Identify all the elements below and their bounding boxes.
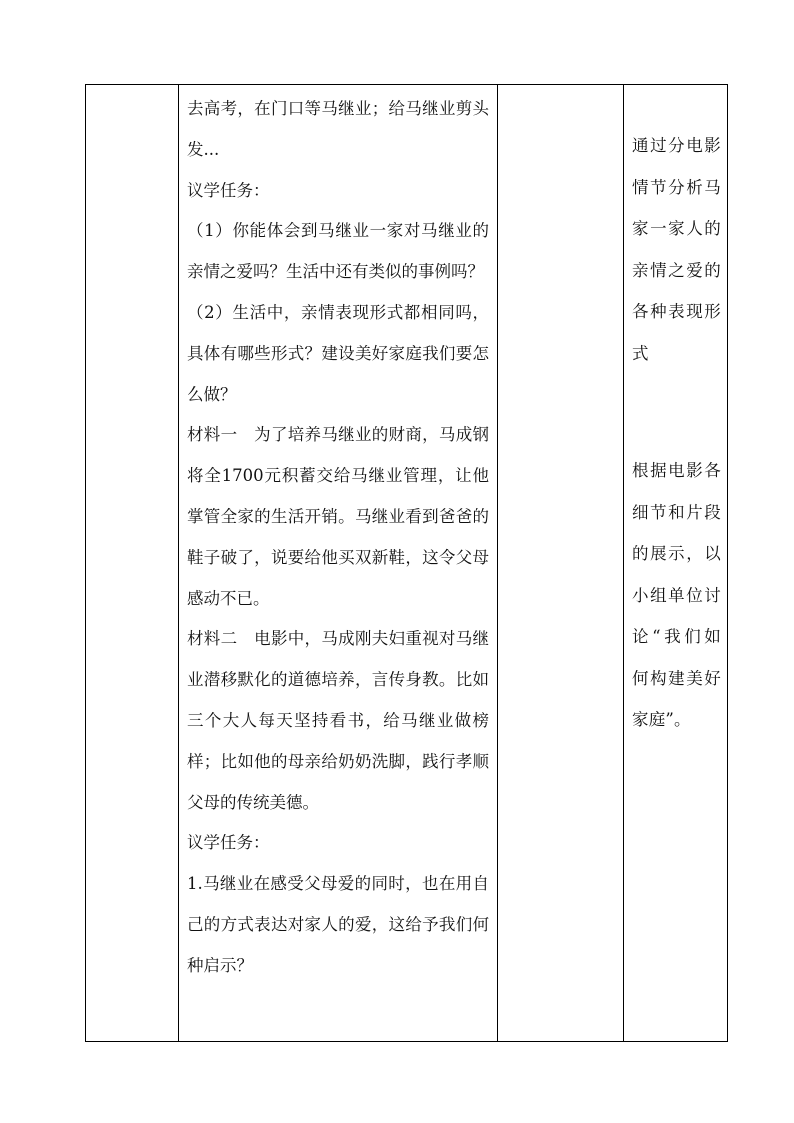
task-question: （1）你能体会到马继业一家对马继业的亲情之爱吗？生活中还有类似的事例吗？ — [187, 221, 489, 282]
task-question: （2）生活中，亲情表现形式都相同吗，具体有哪些形式？建设美好家庭我们要怎么做？ — [187, 302, 489, 404]
material-one: 材料一 为了培养马继业的财商，马成钢将全1700元积蓄交给马继业管理，让他掌管全家的生活开销。马继业看到爸爸的鞋子破了，说要给他买双新鞋，这令父母感动不已。 — [187, 425, 489, 608]
purpose-paragraph: 根据电影各细节和片段的展示，以小组单位讨论“我们如何构建美好家庭”。 — [632, 461, 721, 729]
task-question: 1.马继业在感受父母爱的同时，也在用自己的方式表达对家人的爱，这给予我们何种启示？ — [187, 874, 489, 975]
material-two: 材料二 电影中，马成刚夫妇重视对马继业潜移默化的道德培养，言传身教。比如三个大人每天坚持看书，给马继业做榜样；比如他的母亲给奶奶洗脚，践行孝顺父母的传统美德。 — [187, 629, 489, 812]
purpose-cell — [624, 85, 728, 1042]
content-text — [179, 85, 497, 987]
content-paragraph: 去高考，在门口等马继业；给马继业剪头发... — [187, 99, 489, 159]
task-heading: 议学任务： — [187, 180, 270, 200]
activity-cell — [498, 85, 624, 1042]
table-row — [86, 85, 728, 1042]
task-heading: 议学任务： — [187, 833, 270, 853]
purpose-text — [624, 85, 727, 741]
segment-cell — [86, 85, 179, 1042]
lesson-plan-table — [85, 84, 728, 1042]
purpose-paragraph: 通过分电影情节分析马家一家人的亲情之爱的各种表现形式 — [632, 136, 721, 363]
content-cell — [179, 85, 498, 1042]
